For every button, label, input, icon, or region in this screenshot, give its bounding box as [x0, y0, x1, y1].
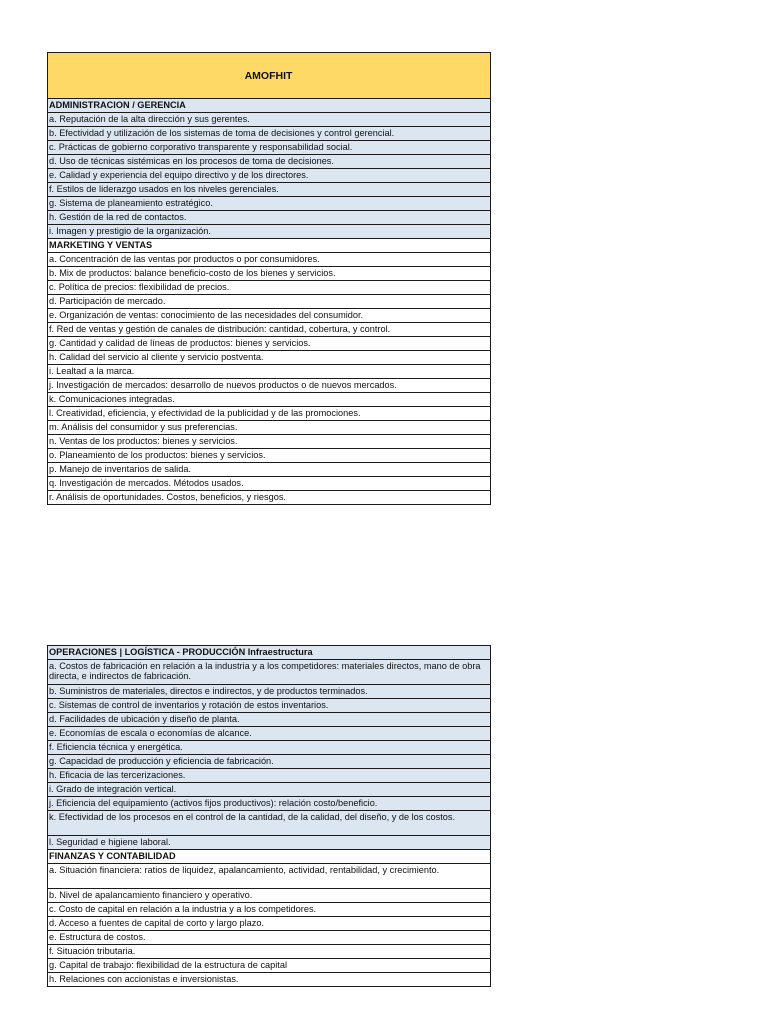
table-row	[48, 365, 491, 379]
table-row	[48, 309, 491, 323]
table-cell: f. Estilos de liderazgo usados en los niveles gerenciales.	[48, 183, 491, 197]
table-cell: p. Manejo de inventarios de salida.	[48, 463, 491, 477]
table-row	[48, 421, 491, 435]
table-cell: c. Política de precios: flexibilidad de precios.	[48, 281, 491, 295]
table-row	[48, 783, 491, 797]
table-row	[48, 836, 491, 850]
table-row	[48, 727, 491, 741]
table-cell: a. Reputación de la alta dirección y sus gerentes.	[48, 113, 491, 127]
table-cell: c. Sistemas de control de inventarios y rotación de estos inventarios.	[48, 699, 491, 713]
table-row	[48, 183, 491, 197]
table-cell: a. Situación financiera: ratios de liquidez, apalancamiento, actividad, rentabilidad, y crecimiento.	[48, 864, 491, 889]
table-row	[48, 113, 491, 127]
table-row	[48, 435, 491, 449]
table-cell: c. Costo de capital en relación a la industria y a los competidores.	[48, 903, 491, 917]
table-row	[48, 169, 491, 183]
table-cell: b. Efectividad y utilización de los sistemas de toma de decisiones y control gerencial.	[48, 127, 491, 141]
section-header: ADMINISTRACION / GERENCIA	[48, 99, 491, 113]
table-cell: h. Eficacia de las tercerizaciones.	[48, 769, 491, 783]
table-row	[48, 931, 491, 945]
table-row	[48, 491, 491, 505]
table-cell: h. Calidad del servicio al cliente y servicio postventa.	[48, 351, 491, 365]
table-cell: q. Investigación de mercados. Métodos usados.	[48, 477, 491, 491]
table-cell: k. Efectividad de los procesos en el control de la cantidad, de la calidad, del diseño, y de los costos.	[48, 811, 491, 836]
table-row	[48, 141, 491, 155]
table-cell: d. Acceso a fuentes de capital de corto y largo plazo.	[48, 917, 491, 931]
table-row	[48, 379, 491, 393]
table-row	[48, 903, 491, 917]
table-row	[48, 917, 491, 931]
table-cell: g. Sistema de planeamiento estratégico.	[48, 197, 491, 211]
table-cell: o. Planeamiento de los productos: bienes y servicios.	[48, 449, 491, 463]
table-row	[48, 197, 491, 211]
section-header: FINANZAS Y CONTABILIDAD	[48, 850, 491, 864]
table-cell: i. Lealtad a la marca.	[48, 365, 491, 379]
amofhit-table-part2	[47, 645, 491, 987]
table-row	[48, 699, 491, 713]
table-cell: g. Capacidad de producción y eficiencia de fabricación.	[48, 755, 491, 769]
table-row	[48, 463, 491, 477]
table-row	[48, 323, 491, 337]
table-cell: e. Calidad y experiencia del equipo directivo y de los directores.	[48, 169, 491, 183]
table-cell: a. Concentración de las ventas por productos o por consumidores.	[48, 253, 491, 267]
table-row	[48, 267, 491, 281]
table-row	[48, 407, 491, 421]
table-row	[48, 337, 491, 351]
table-cell: h. Relaciones con accionistas e inversionistas.	[48, 973, 491, 987]
table-cell: e. Organización de ventas: conocimiento de las necesidades del consumidor.	[48, 309, 491, 323]
table-row	[48, 393, 491, 407]
table-cell: j. Investigación de mercados: desarrollo de nuevos productos o de nuevos mercados.	[48, 379, 491, 393]
table-row	[48, 889, 491, 903]
table-cell: k. Comunicaciones integradas.	[48, 393, 491, 407]
table-cell: i. Imagen y prestigio de la organización.	[48, 225, 491, 239]
table-cell: b. Mix de productos: balance beneficio-costo de los bienes y servicios.	[48, 267, 491, 281]
table-cell: i. Grado de integración vertical.	[48, 783, 491, 797]
table-cell: d. Participación de mercado.	[48, 295, 491, 309]
section-header-row	[48, 850, 491, 864]
table-cell: f. Eficiencia técnica y energética.	[48, 741, 491, 755]
table-row	[48, 253, 491, 267]
section-header: MARKETING Y VENTAS	[48, 239, 491, 253]
table-row	[48, 811, 491, 836]
table-cell: m. Análisis del consumidor y sus preferencias.	[48, 421, 491, 435]
amofhit-table-part1	[47, 52, 491, 505]
table-row	[48, 127, 491, 141]
table-cell: b. Suministros de materiales, directos e indirectos, y de productos terminados.	[48, 685, 491, 699]
table-cell: g. Capital de trabajo: flexibilidad de la estructura de capital	[48, 959, 491, 973]
table-cell: f. Red de ventas y gestión de canales de distribución: cantidad, cobertura, y control.	[48, 323, 491, 337]
table-row	[48, 797, 491, 811]
table-cell: c. Prácticas de gobierno corporativo transparente y responsabilidad social.	[48, 141, 491, 155]
table-title: AMOFHIT	[48, 53, 491, 99]
table-row	[48, 959, 491, 973]
table-cell: l. Creatividad, eficiencia, y efectividad de la publicidad y de las promociones.	[48, 407, 491, 421]
table-row	[48, 769, 491, 783]
section-header-row	[48, 646, 491, 660]
section-header-row	[48, 99, 491, 113]
title-row	[48, 53, 491, 99]
table-row	[48, 225, 491, 239]
section-header-row	[48, 239, 491, 253]
table-cell: e. Economías de escala o economías de alcance.	[48, 727, 491, 741]
table-row	[48, 945, 491, 959]
table-cell: r. Análisis de oportunidades. Costos, beneficios, y riesgos.	[48, 491, 491, 505]
table-row	[48, 477, 491, 491]
table-cell: h. Gestión de la red de contactos.	[48, 211, 491, 225]
table-cell: l. Seguridad e higiene laboral.	[48, 836, 491, 850]
table-row	[48, 685, 491, 699]
table-cell: n. Ventas de los productos: bienes y servicios.	[48, 435, 491, 449]
table-cell: d. Uso de técnicas sistémicas en los procesos de toma de decisiones.	[48, 155, 491, 169]
table-row	[48, 755, 491, 769]
table-row	[48, 864, 491, 889]
table-cell: g. Cantidad y calidad de líneas de productos: bienes y servicios.	[48, 337, 491, 351]
table-row	[48, 351, 491, 365]
table-row	[48, 155, 491, 169]
table-row	[48, 741, 491, 755]
table-cell: a. Costos de fabricación en relación a la industria y a los competidores: materiales directos, mano de obra directa, e indirectos de fabricación.	[48, 660, 491, 685]
table-cell: b. Nivel de apalancamiento financiero y operativo.	[48, 889, 491, 903]
table-row	[48, 281, 491, 295]
table-row	[48, 713, 491, 727]
section-header: OPERACIONES | LOGÍSTICA - PRODUCCIÓN Infraestructura	[48, 646, 491, 660]
table-row	[48, 660, 491, 685]
table-row	[48, 449, 491, 463]
table-cell: d. Facilidades de ubicación y diseño de planta.	[48, 713, 491, 727]
table-row	[48, 973, 491, 987]
table-cell: j. Eficiencia del equipamiento (activos fijos productivos): relación costo/beneficio.	[48, 797, 491, 811]
table-cell: e. Estructura de costos.	[48, 931, 491, 945]
table-row	[48, 295, 491, 309]
table-row	[48, 211, 491, 225]
table-cell: f. Situación tributaria.	[48, 945, 491, 959]
